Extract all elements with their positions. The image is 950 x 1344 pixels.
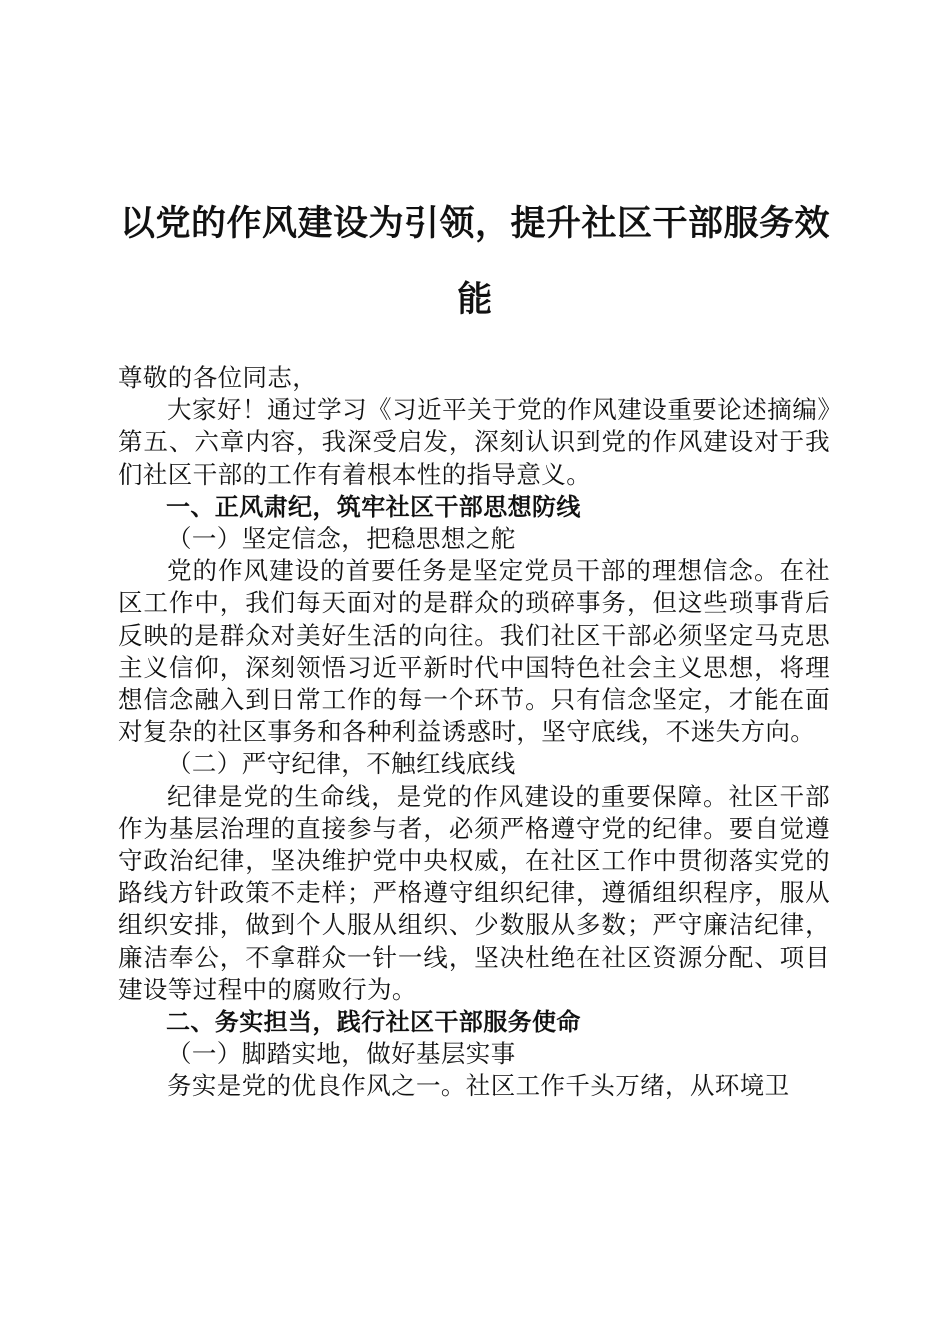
paragraph-1-2: 纪律是党的生命线，是党的作风建设的重要保障。社区干部作为基层治理的直接参与者，必须严格遵守党的纪律。要自觉遵守政治纪律，坚决维护党中央权威，在社区工作中贯彻落实党的路线方针政策不走样；严格遵守组织纪律，遵循组织程序，服从组织安排，做到个人服从组织、少数服从多数；严守廉洁纪律，廉洁奉公，不拿群众一针一线，坚决杜绝在社区资源分配、项目建设等过程中的腐败行为。 [118, 781, 830, 1004]
document-body [118, 362, 830, 1103]
subsection-heading-1-1: （一）坚定信念，把稳思想之舵 [167, 524, 516, 554]
section-heading-1: 一、正风肃纪，筑牢社区干部思想防线 [166, 492, 581, 521]
section-heading-2: 二、务实担当，践行社区干部服务使命 [166, 1008, 581, 1037]
paragraph-1-1: 党的作风建设的首要任务是坚定党员干部的理想信念。在社区工作中，我们每天面对的是群众的琐碎事务，但这些琐事背后反映的是群众对美好生活的向往。我们社区干部必须坚定马克思主义信仰，深刻领悟习近平新时代中国特色社会主义思想，将理想信念融入到日常工作的每一个环节。只有信念坚定，才能在面对复杂的社区事务和各种利益诱惑时，坚守底线，不迷失方向。 [118, 556, 830, 747]
salutation: 尊敬的各位同志， [118, 363, 318, 392]
subsection-heading-1-2: （二）严守纪律，不触红线底线 [167, 749, 516, 779]
subsection-heading-2-1: （一）脚踏实地，做好基层实事 [167, 1039, 516, 1069]
intro-paragraph: 大家好！通过学习《习近平关于党的作风建设重要论述摘编》第五、六章内容，我深受启发，深刻认识到党的作风建设对于我们社区干部的工作有着根本性的指导意义。 [118, 395, 830, 489]
paragraph-2-1: 务实是党的优良作风之一。社区工作千头万绪，从环境卫 [167, 1071, 790, 1101]
document-title: 以党的作风建设为引领，提升社区干部服务效能 [119, 203, 830, 320]
